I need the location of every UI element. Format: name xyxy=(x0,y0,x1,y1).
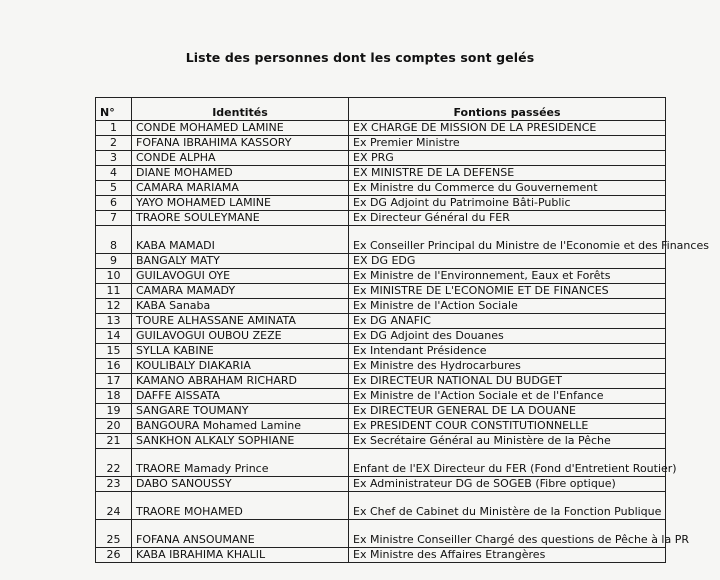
table-header-row xyxy=(96,98,666,121)
table-row xyxy=(96,196,666,211)
document-title: Liste des personnes dont les comptes sont gelés xyxy=(185,50,535,65)
row-number: 3 xyxy=(96,151,132,166)
row-number: 9 xyxy=(96,254,132,269)
row-function: EX MINISTRE DE LA DEFENSE xyxy=(349,166,666,181)
row-number: 5 xyxy=(96,181,132,196)
row-identity: KABA IBRAHIMA KHALIL xyxy=(132,548,349,563)
table-row xyxy=(96,181,666,196)
row-number: 20 xyxy=(96,419,132,434)
row-function: Ex Administrateur DG de SOGEB (Fibre optique) xyxy=(349,477,666,492)
table-row xyxy=(96,449,666,477)
table-row xyxy=(96,404,666,419)
row-function: EX CHARGE DE MISSION DE LA PRESIDENCE xyxy=(349,121,666,136)
row-function: Ex DIRECTEUR NATIONAL DU BUDGET xyxy=(349,374,666,389)
row-identity: SANGARE TOUMANY xyxy=(132,404,349,419)
row-function: EX PRG xyxy=(349,151,666,166)
row-function: Ex Intendant Présidence xyxy=(349,344,666,359)
table-row xyxy=(96,136,666,151)
row-number: 26 xyxy=(96,548,132,563)
header-functions: Fontions passées xyxy=(349,98,666,121)
row-identity: BANGALY MATY xyxy=(132,254,349,269)
row-number: 25 xyxy=(96,520,132,548)
row-identity: FOFANA IBRAHIMA KASSORY xyxy=(132,136,349,151)
table-row xyxy=(96,121,666,136)
row-identity: TRAORE Mamady Prince xyxy=(132,449,349,477)
row-number: 8 xyxy=(96,226,132,254)
row-identity: DIANE MOHAMED xyxy=(132,166,349,181)
row-function: Ex PRESIDENT COUR CONSTITUTIONNELLE xyxy=(349,419,666,434)
row-function: Ex DG Adjoint des Douanes xyxy=(349,329,666,344)
row-identity: KABA MAMADI xyxy=(132,226,349,254)
table-row xyxy=(96,299,666,314)
row-function: Ex Premier Ministre xyxy=(349,136,666,151)
row-number: 11 xyxy=(96,284,132,299)
row-identity: DAFFE AISSATA xyxy=(132,389,349,404)
table-row xyxy=(96,548,666,563)
row-function: EX DG EDG xyxy=(349,254,666,269)
row-number: 1 xyxy=(96,121,132,136)
row-function: Ex Ministre des Hydrocarbures xyxy=(349,359,666,374)
row-identity: CAMARA MAMADY xyxy=(132,284,349,299)
table-row xyxy=(96,419,666,434)
row-function: Ex Chef de Cabinet du Ministère de la Fonction Publique xyxy=(349,492,666,520)
table-row xyxy=(96,477,666,492)
frozen-accounts-table xyxy=(95,97,709,563)
row-identity: YAYO MOHAMED LAMINE xyxy=(132,196,349,211)
row-identity: FOFANA ANSOUMANE xyxy=(132,520,349,548)
row-function: Ex Directeur Général du FER xyxy=(349,211,666,226)
row-identity: KAMANO ABRAHAM RICHARD xyxy=(132,374,349,389)
row-identity: KABA Sanaba xyxy=(132,299,349,314)
row-function: Ex Ministre du Commerce du Gouvernement xyxy=(349,181,666,196)
row-number: 15 xyxy=(96,344,132,359)
row-identity: SYLLA KABINE xyxy=(132,344,349,359)
row-number: 17 xyxy=(96,374,132,389)
table-row xyxy=(96,434,666,449)
table-row xyxy=(96,166,666,181)
row-function: Ex DG Adjoint du Patrimoine Bâti-Public xyxy=(349,196,666,211)
row-function: Ex Ministre de l'Action Sociale xyxy=(349,299,666,314)
row-number: 14 xyxy=(96,329,132,344)
table-row xyxy=(96,314,666,329)
row-number: 13 xyxy=(96,314,132,329)
row-number: 19 xyxy=(96,404,132,419)
table-row xyxy=(96,269,666,284)
table-row xyxy=(96,359,666,374)
row-number: 2 xyxy=(96,136,132,151)
row-identity: TRAORE MOHAMED xyxy=(132,492,349,520)
row-identity: BANGOURA Mohamed Lamine xyxy=(132,419,349,434)
table-row xyxy=(96,344,666,359)
row-number: 18 xyxy=(96,389,132,404)
table-row xyxy=(96,226,666,254)
table-row xyxy=(96,284,666,299)
row-identity: GUILAVOGUI OUBOU ZEZE xyxy=(132,329,349,344)
table-row xyxy=(96,389,666,404)
row-identity: CONDE ALPHA xyxy=(132,151,349,166)
row-number: 7 xyxy=(96,211,132,226)
row-function: Ex Ministre des Affaires Etrangères xyxy=(349,548,666,563)
row-identity: SANKHON ALKALY SOPHIANE xyxy=(132,434,349,449)
row-number: 23 xyxy=(96,477,132,492)
row-number: 12 xyxy=(96,299,132,314)
row-number: 22 xyxy=(96,449,132,477)
table-row xyxy=(96,520,666,548)
row-function: Ex MINISTRE DE L'ECONOMIE ET DE FINANCES xyxy=(349,284,666,299)
row-identity: CAMARA MARIAMA xyxy=(132,181,349,196)
table-row xyxy=(96,254,666,269)
row-function: Ex Secrétaire Général au Ministère de la Pêche xyxy=(349,434,666,449)
row-number: 4 xyxy=(96,166,132,181)
row-function: Ex Conseiller Principal du Ministre de l'Economie et des Finances xyxy=(349,226,666,254)
row-number: 16 xyxy=(96,359,132,374)
row-identity: KOULIBALY DIAKARIA xyxy=(132,359,349,374)
header-identity: Identités xyxy=(132,98,349,121)
row-function: Ex DG ANAFIC xyxy=(349,314,666,329)
row-identity: GUILAVOGUI OYE xyxy=(132,269,349,284)
row-function: Ex DIRECTEUR GENERAL DE LA DOUANE xyxy=(349,404,666,419)
row-number: 10 xyxy=(96,269,132,284)
header-number: N° xyxy=(96,98,132,121)
row-function: Ex Ministre Conseiller Chargé des questions de Pêche à la PR xyxy=(349,520,666,548)
table-row xyxy=(96,151,666,166)
table-row xyxy=(96,211,666,226)
row-identity: CONDE MOHAMED LAMINE xyxy=(132,121,349,136)
row-function: Ex Ministre de l'Environnement, Eaux et Forêts xyxy=(349,269,666,284)
table-row xyxy=(96,329,666,344)
row-number: 21 xyxy=(96,434,132,449)
table-row xyxy=(96,374,666,389)
row-identity: TRAORE SOULEYMANE xyxy=(132,211,349,226)
table-row xyxy=(96,492,666,520)
row-function: Enfant de l'EX Directeur du FER (Fond d'Entretient Routier) xyxy=(349,449,666,477)
row-function: Ex Ministre de l'Action Sociale et de l'Enfance xyxy=(349,389,666,404)
row-identity: TOURE ALHASSANE AMINATA xyxy=(132,314,349,329)
row-identity: DABO SANOUSSY xyxy=(132,477,349,492)
row-number: 6 xyxy=(96,196,132,211)
row-number: 24 xyxy=(96,492,132,520)
